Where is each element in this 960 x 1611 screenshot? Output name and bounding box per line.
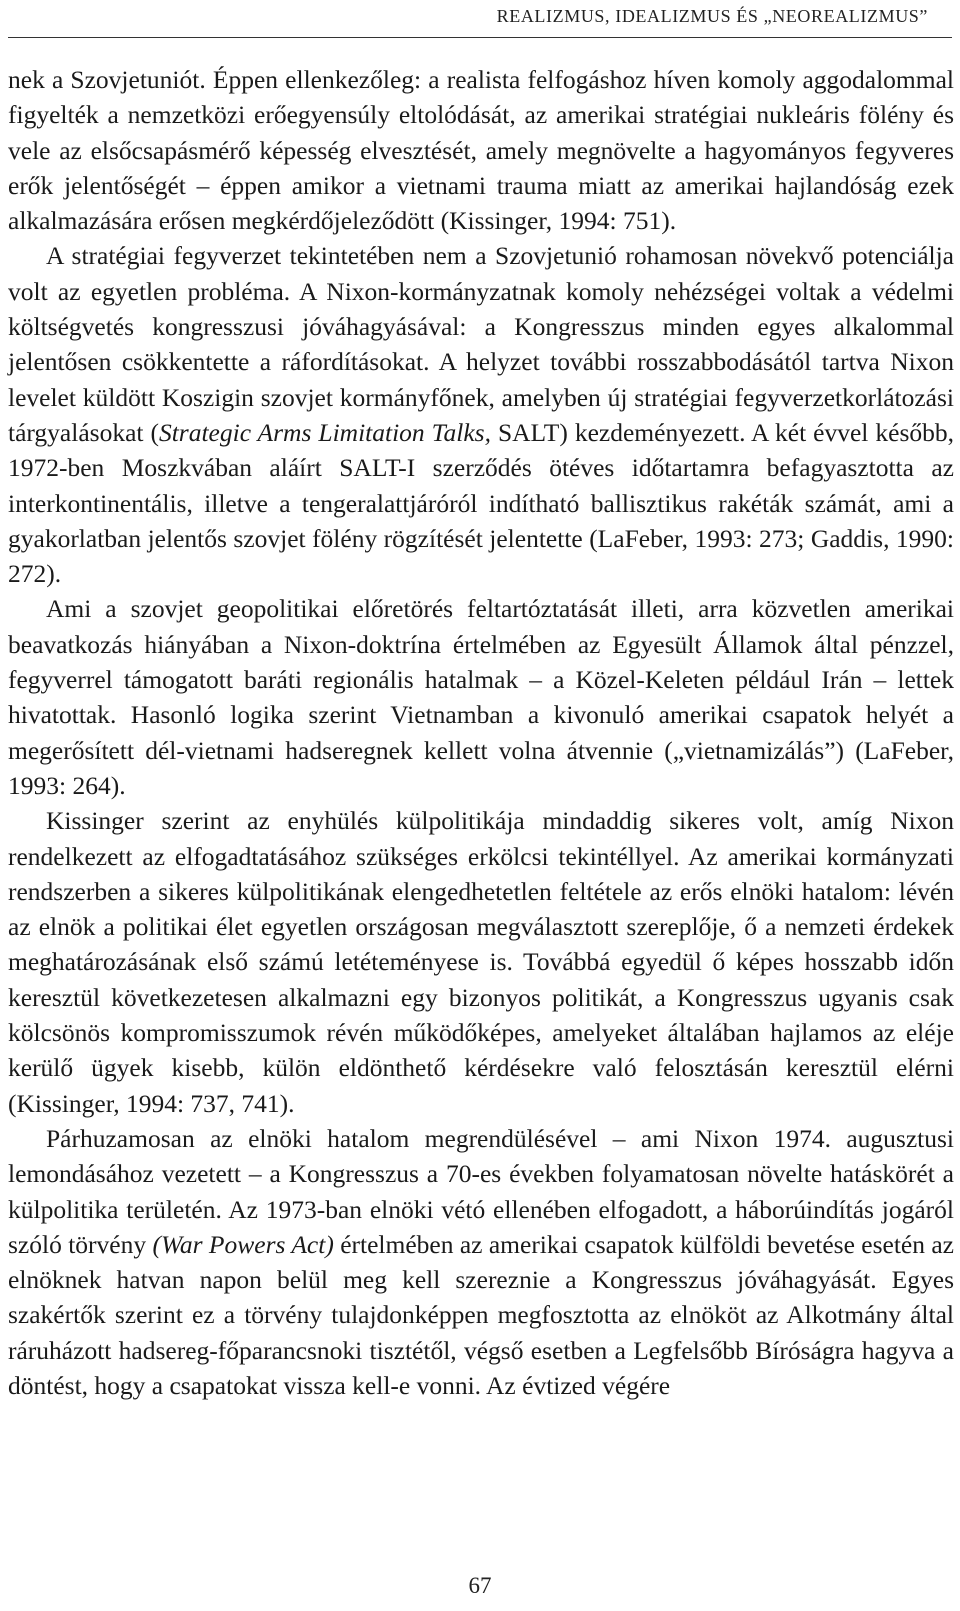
paragraph-text: nek a Szovjetuniót. Éppen ellenkezőleg: a realista felfogáshoz híven komoly aggodalommal figyelték a nemzetközi erőegyensúly eltolódását, az amerikai stratégiai nukleáris fölény és vele az elsőcsapásmérő képesség elvesztését, amely megnövelte a hagyományos fegyveres erők jelentőségét – éppen amikor a vietnami trauma miatt az amerikai hajlandóság ezek alkalmazására erősen megkérdőjeleződött (Kissinger, 1994: 751). <box>8 65 954 236</box>
italic-term: Strategic Arms Limitation Talks, <box>158 417 491 447</box>
paragraph-text: SALT) kezdeményezett. A két évvel később, 1972-ben Moszkvában aláírt SALT-I szerződés ötéves időtartamra befagyasztotta az interkontinentális, illetve a tengeralattjáróról indítható ballisztikus rakéták számát, ami a gyakorlatban jelentős szovjet fölény rögzítését jelentette (LaFeber, 1993: 273; Gaddis, 1990: 272). <box>8 417 954 589</box>
page-number: 67 <box>468 1573 492 1598</box>
running-title: REALIZMUS, IDEALIZMUS ÉS „NEOREALIZMUS” <box>496 6 928 26</box>
paragraph-continuation <box>8 62 954 238</box>
italic-term: (War Powers Act) <box>152 1229 334 1259</box>
page-body <box>8 62 954 1403</box>
paragraph-salt <box>8 238 954 591</box>
running-header <box>8 6 952 38</box>
paragraph-text: Ami a szovjet geopolitikai előretörés feltartóztatását illeti, arra közvetlen amerikai beavatkozás hiányában a Nixon-doktrína értelmében az Egyesült Államok által pénzzel, fegyverrel támogatott baráti regionális hatalmak – a Közel-Keleten például Irán – lettek hivatottak. Hasonló logika szerint Vietnamban a kivonuló amerikai csapatok helyét a megerősített dél-vietnami hadseregnek kellett volna átvennie („vietnamizálás”) (LaFeber, 1993: 264). <box>8 594 954 800</box>
paragraph-nixon-doctrine <box>8 591 954 803</box>
paragraph-war-powers <box>8 1121 954 1403</box>
paragraph-text: értelmében az amerikai csapatok külföldi bevetése esetén az elnöknek hatvan napon belül meg kell szereznie a Kongresszus jóváhagyását. Egyes szakértők szerint ez a törvény tulajdonképpen megfosztotta az elnököt az Alkotmány által ráruházott hadsereg-főparancsnoki tisztétől, végső esetben a Legfelsőbb Bíróságra hagyva a döntést, hogy a csapatokat vissza kell-e vonni. Az évtized végére <box>8 1229 955 1400</box>
paragraph-text: A stratégiai fegyverzet tekintetében nem a Szovjetunió rohamosan növekvő potenciálja volt az egyetlen probléma. A Nixon-kormányzatnak komoly nehézségei voltak a védelmi költségvetés kongresszusi jóváhagyásával: a Kongresszus minden egyes alkalommal jelentősen csökkentette a ráfordításokat. A helyzet további rosszabbodásától tartva Nixon levelet küldött Koszigin szovjet kormányfőnek, amelyben új stratégiai fegyverzetkorlátozási tárgyalásokat ( <box>8 241 954 447</box>
paragraph-kissinger <box>8 803 954 1121</box>
paragraph-text: Kissinger szerint az enyhülés külpolitikája mindaddig sikeres volt, amíg Nixon rendelkezett az elfogadtatásához szükséges erkölcsi tekintéllyel. Az amerikai kormányzati rendszerben a sikeres külpolitikának elengedhetetlen feltétele az erős elnöki hatalom: lévén az elnök a politikai élet egyetlen országosan megválasztott szereplője, ő a nemzeti érdekek meghatározásának első számú letéteményese is. Továbbá egyedül ő képes hosszabb időn keresztül következetesen alkalmazni egy bizonyos politikát, a Kongresszus ugyanis csak kölcsönös kompromisszumok révén működőképes, amelyeket általában hajlamos az eléje kerülő ügyek kisebb, külön eldönthető kérdésekre való felosztásán keresztül elérni (Kissinger, 1994: 737, 741). <box>8 806 954 1118</box>
paragraph-text: Párhuzamosan az elnöki hatalom megrendülésével – ami Nixon 1974. augusztusi lemondásához vezetett – a Kongresszus a 70-es években folyamatosan növelte hatáskörét a külpolitika területén. Az 1973-ban elnöki vétó ellenében elfogadott, a háborúindítás jogáról szóló törvény <box>8 1123 954 1259</box>
